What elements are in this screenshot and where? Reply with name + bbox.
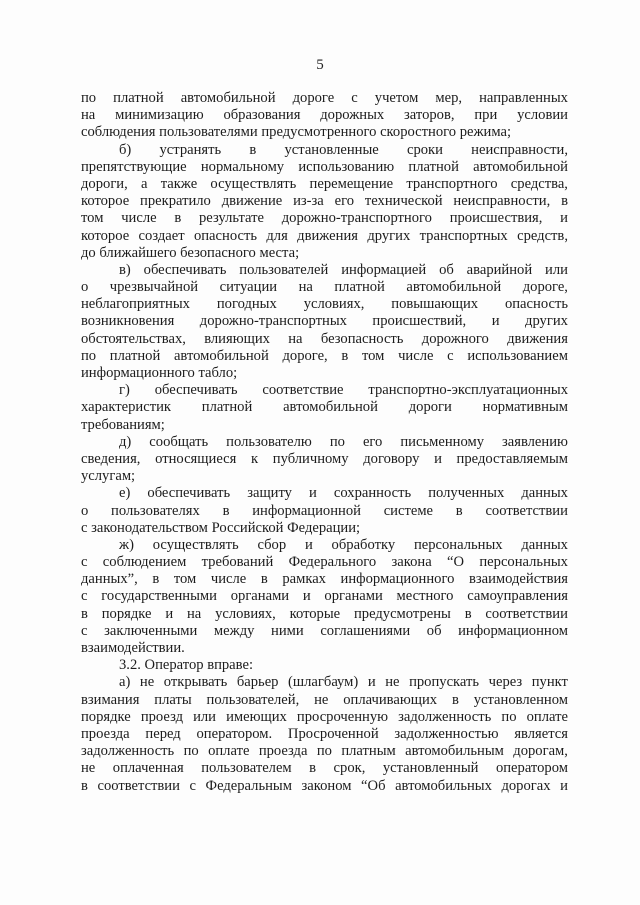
text-line: с законодательством Российской Федерации; (81, 519, 361, 536)
text-line: том числе в результате дорожно-транспортного происшествия, и (81, 210, 568, 227)
text-line: не оплаченная пользователем в срок, установленный оператором (81, 760, 568, 777)
text-line: данных”, в том числе в рамках информационного взаимодействия (81, 571, 568, 588)
text-line: в порядке и на условиях, которые предусмотрены в соответствии (81, 605, 568, 622)
text-line: е) обеспечивать защиту и сохранность полученных данных (119, 485, 568, 502)
text-line: взимания платы пользователей, не оплачивающих в установленном (81, 691, 568, 708)
text-line: соблюдения пользователями предусмотренного скоростного режима; (81, 124, 512, 141)
text-line: о чрезвычайной ситуации на платной автомобильной дороге, (81, 279, 568, 296)
text-line: по платной автомобильной дороге с учетом мер, направленных (81, 90, 568, 106)
text-line: д) сообщать пользователю по его письменному заявлению (119, 433, 568, 450)
text-line: обстоятельствах, влияющих на безопасность дорожного движения (81, 330, 568, 347)
text-line: а) не открывать барьер (шлагбаум) и не пропускать через пункт (119, 674, 568, 691)
text-line: 3.2. Оператор вправе: (119, 657, 254, 674)
text-line: с соблюдением требований Федерального закона “О персональных (81, 554, 568, 571)
text-line: в соответствии с Федеральным законом “Об автомобильных дорогах и (81, 777, 568, 794)
text-line: характеристик платной автомобильной дороги нормативным (81, 399, 568, 416)
text-line: задолженность по оплате проезда по платным автомобильным дорогам, (81, 743, 568, 760)
text-line: сведения, относящиеся к публичному договору и предоставляемым (81, 450, 568, 467)
text-line: г) обеспечивать соответствие транспортно-эксплуатационных (119, 382, 568, 399)
text-line: препятствующие нормальному использованию платной автомобильной (81, 158, 568, 175)
text-line: с заключенными между ними соглашениями об информационном (81, 622, 568, 639)
text-line: возникновения дорожно-транспортных происшествий, и других (81, 313, 568, 330)
text-line: до ближайшего безопасного места; (81, 244, 300, 261)
text-line: требованиям; (81, 416, 165, 433)
text-line: дороги, а также осуществлять перемещение транспортного средства, (81, 175, 568, 192)
text-line: на минимизацию образования дорожных заторов, при условии (81, 107, 568, 124)
document-body (81, 90, 568, 795)
text-line: ж) осуществлять сбор и обработку персональных данных (119, 536, 568, 553)
text-line: информационного табло; (81, 365, 238, 381)
text-line: неблагоприятных погодных условиях, повышающих опасность (81, 296, 568, 313)
text-line: которое прекратило движение из-за его технической неисправности, в (81, 193, 568, 210)
text-line: о пользователях в информационной системе в соответствии (81, 502, 568, 519)
text-line: которое создает опасность для движения других транспортных средств, (81, 227, 568, 244)
text-line: взаимодействии. (81, 640, 185, 656)
text-line: по платной автомобильной дороге, в том числе с использованием (81, 347, 568, 364)
text-line: проезда перед оператором. Просроченной задолженностью является (81, 725, 568, 742)
text-line: порядке проезд или имеющих просроченную задолженность по оплате (81, 708, 568, 725)
text-line: услугам; (81, 468, 136, 485)
text-line: в) обеспечивать пользователей информацией об аварийной или (119, 261, 568, 278)
text-line: с государственными органами и органами местного самоуправления (81, 588, 568, 605)
page-number: 5 (316, 57, 324, 73)
text-line: б) устранять в установленные сроки неисправности, (119, 141, 568, 158)
